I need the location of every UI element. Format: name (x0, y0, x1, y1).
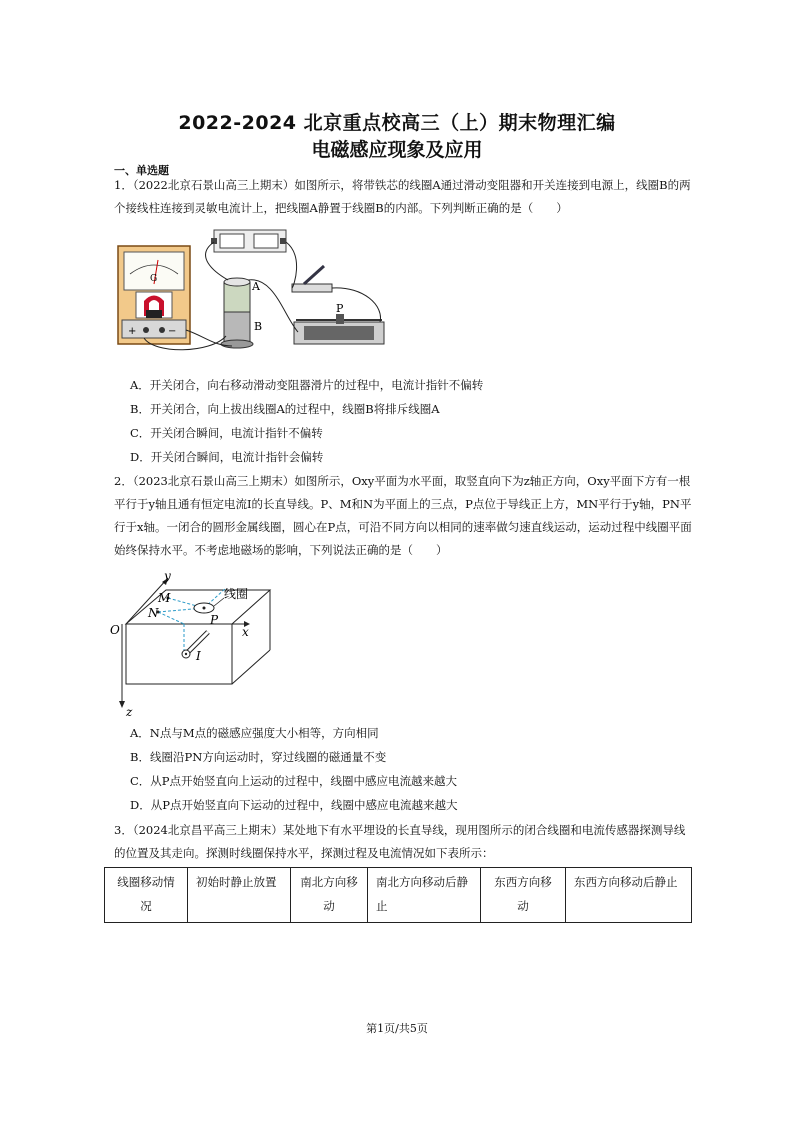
question-3-text: 3．（2024北京昌平高三上期末）某处地下有水平埋设的长直导线，现用图所示的闭合线圈和电流传感器探测导线的位置及其走向。探测时线圈保持水平，探测过程及电流情况如下表所示： (114, 823, 686, 860)
svg-text:I: I (196, 649, 201, 663)
question-2-option-c: C．从P点开始竖直向上运动的过程中，线圈中感应电流越来越大 (130, 774, 458, 788)
svg-text:O: O (110, 623, 120, 637)
page-number: 第1页/共5页 (366, 1022, 428, 1035)
svg-text:M: M (158, 591, 171, 605)
question-2-option-d: D．从P点开始竖直向下运动的过程中，线圈中感应电流越来越大 (130, 798, 458, 812)
question-2-option-a: A．N点与M点的磁感应强度大小相等，方向相同 (130, 726, 379, 740)
table-header-cell: 南北方向移动后静止 (368, 868, 481, 923)
svg-text:z: z (126, 705, 133, 719)
svg-text:P: P (336, 302, 344, 315)
question-1-text: 1．（2022北京石景山高三上期末）如图所示，将带铁芯的线圈A通过滑动变阻器和开关连接到电源上，线圈B的两个接线柱连接到灵敏电流计上，把线圈A静置于线圈B的内部。下列判断正确的是（ ） (114, 178, 691, 215)
document-subtitle: 电磁感应现象及应用 (311, 139, 483, 161)
svg-text:−: − (168, 326, 177, 337)
svg-text:P: P (210, 613, 219, 627)
detection-table (104, 867, 692, 923)
document-title: 2022-2024 北京重点校高三（上）期末物理汇编 (178, 112, 616, 134)
table-header-cell: 线圈移动情况 (105, 868, 188, 923)
svg-text:N: N (148, 606, 159, 620)
table-header-cell: 东西方向移动 (481, 868, 566, 923)
svg-text:+: + (128, 326, 137, 337)
question-1-option-a: A．开关闭合，向右移动滑动变阻器滑片的过程中，电流计指针不偏转 (130, 378, 484, 392)
table-header-cell: 南北方向移动 (291, 868, 368, 923)
question-1-option-b: B．开关闭合，向上拔出线圈A的过程中，线圈B将排斥线圈A (130, 402, 440, 416)
svg-text:y: y (164, 572, 171, 583)
question-2-text: 2．（2023北京石景山高三上期末）如图所示，Oxy平面为水平面，取竖直向下为z轴正方向，Oxy平面下方有一根平行于y轴且通有恒定电流I的长直导线。P、M和N为平面上的三点，P点位于导线正上方，MN平行于y轴，PN平行于x轴。一闭合的圆形金属线圈，圆心在P点，可沿不同方向以相同的速率做匀速直线运动，运动过程中线圈平面始终保持水平。不考虑地磁场的影响，下列说法正确的是（ ） (114, 474, 692, 557)
svg-text:A: A (252, 280, 260, 293)
svg-text:x: x (242, 625, 249, 639)
table-header-cell: 初始时静止放置 (188, 868, 291, 923)
question-1-option-c: C．开关闭合瞬间，电流计指针不偏转 (130, 426, 323, 440)
svg-text:线圈: 线圈 (224, 587, 249, 601)
table-header-cell: 东西方向移动后静止 (566, 868, 692, 923)
question-2-figure (108, 572, 278, 720)
question-1-figure (114, 226, 394, 356)
question-2-option-b: B．线圈沿PN方向运动时，穿过线圈的磁通量不变 (130, 750, 387, 764)
table-row (105, 868, 692, 923)
galvanometer-label: G (150, 274, 158, 284)
svg-text:B: B (254, 320, 263, 333)
section-heading: 一、单选题 (114, 164, 169, 177)
question-1-option-d: D．开关闭合瞬间，电流计指针会偏转 (130, 450, 324, 464)
